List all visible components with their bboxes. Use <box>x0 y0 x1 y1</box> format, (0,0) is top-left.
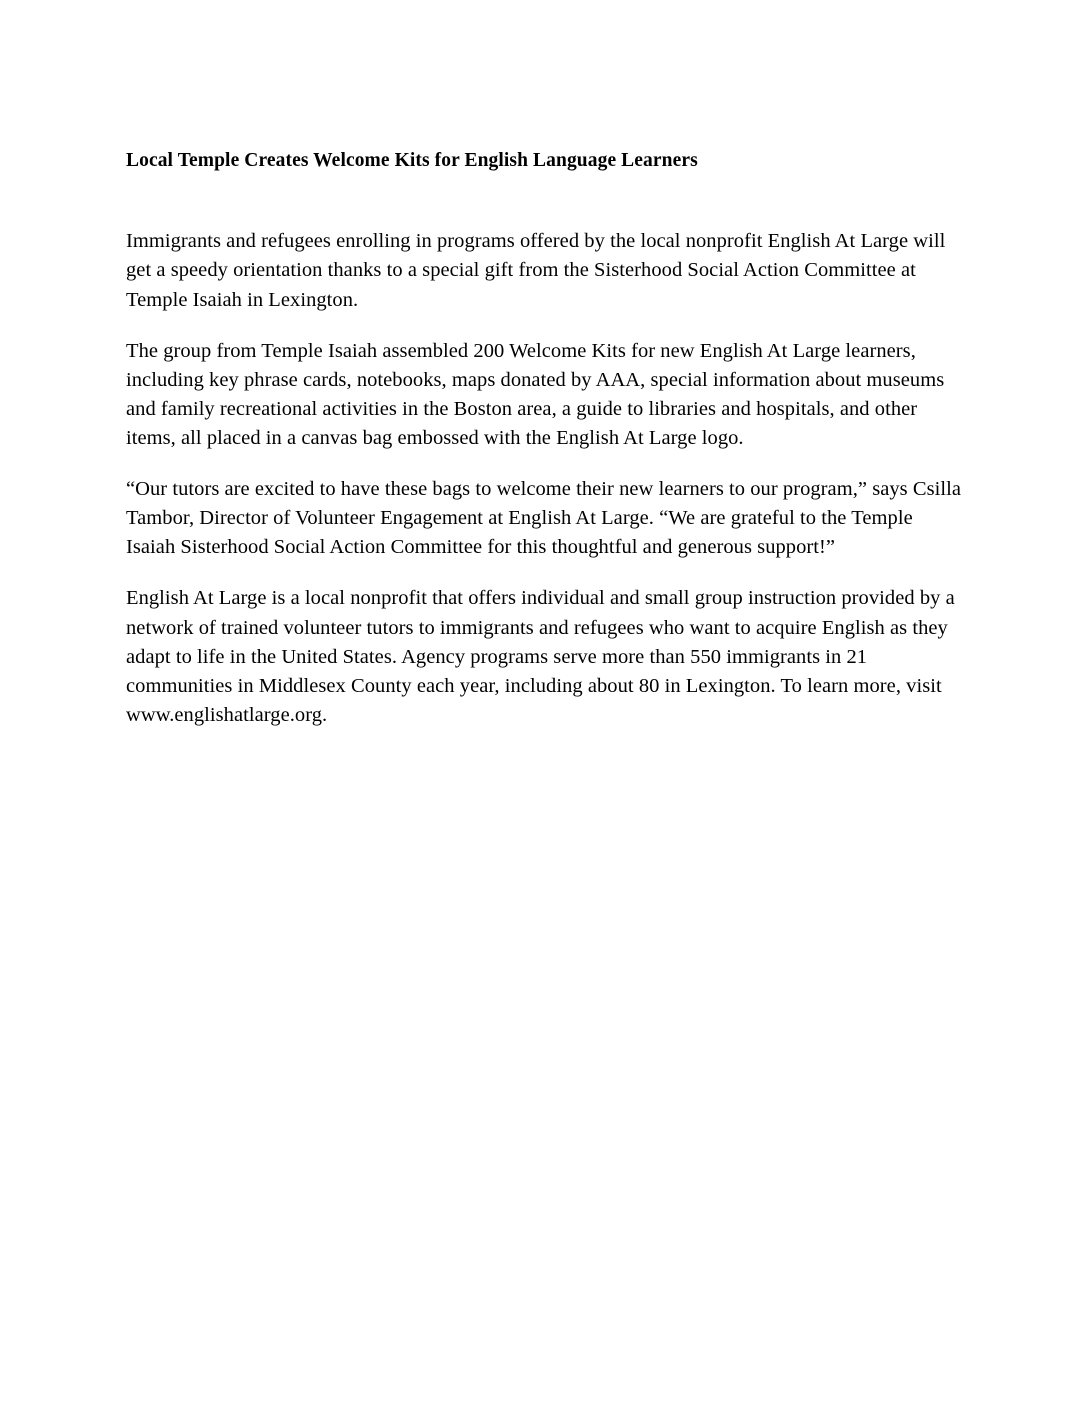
page-title: Local Temple Creates Welcome Kits for English Language Learners <box>126 150 698 171</box>
paragraph-3: “Our tutors are excited to have these bags to welcome their new learners to our program,” says Csilla Tambor, Director of Volunteer Engagement at English At Large. “We are grateful to the Temple Isaiah Sisterhood Social Action Committee for this thoughtful and generous support!” <box>126 478 962 559</box>
document-body <box>126 148 962 730</box>
paragraph-4: English At Large is a local nonprofit that offers individual and small group instruction provided by a network of trained volunteer tutors to immigrants and refugees who want to acquire English as they adapt to life in the United States. Agency programs serve more than 550 immigrants in 21 communities in Middlesex County each year, including about 80 in Lexington. To learn more, visit www.englishatlarge.org. <box>126 587 955 726</box>
article-text <box>126 227 962 730</box>
paragraph-1: Immigrants and refugees enrolling in programs offered by the local nonprofit English At Large will get a speedy orientation thanks to a special gift from the Sisterhood Social Action Committee at Temple Isaiah in Lexington. <box>126 230 946 311</box>
paragraph-2: The group from Temple Isaiah assembled 200 Welcome Kits for new English At Large learners, including key phrase cards, notebooks, maps donated by AAA, special information about museums and family recreational activities in the Boston area, a guide to libraries and hospitals, and other items, all placed in a canvas bag embossed with the English At Large logo. <box>126 339 945 449</box>
